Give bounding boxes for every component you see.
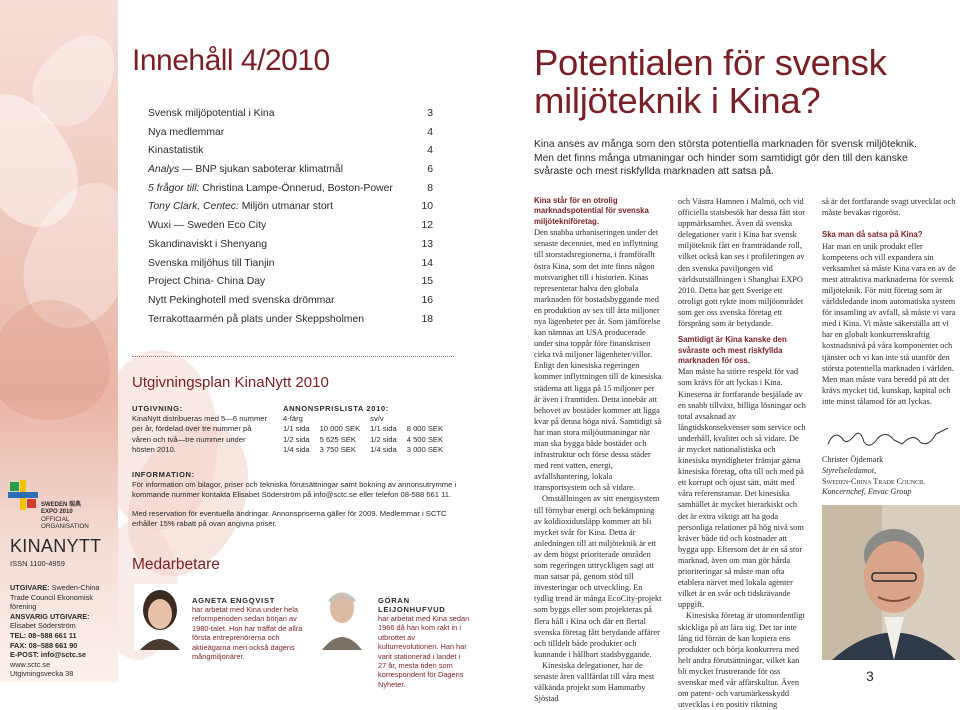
signer-role: Koncernchef, Envac Group [822, 487, 912, 497]
issn: ISSN 1100-4959 [10, 559, 65, 568]
toc-entry-text: — BNP sjukan saboterar klimatmål [179, 164, 343, 176]
toc-entry-page: 15 [421, 276, 433, 288]
price-cell [407, 414, 453, 424]
utgivning-label: UTGIVNING: [132, 404, 183, 413]
page-number: 3 [866, 668, 874, 684]
price-cell: 8 000 SEK [406, 424, 444, 434]
utgivning-text: KinaNytt distribueras med 5—6 nummer per år, fördelad över tre nummer på våren och två—tre nummer under hösten 2010. [132, 414, 268, 454]
price-cell: 1/1 sida [370, 424, 397, 434]
toc-entry-text: Christina Lampe-Önnerud, Boston-Power [199, 182, 393, 194]
toc-entry [148, 183, 433, 202]
signer-title: Styrelseledamot, [822, 465, 877, 475]
price-table [283, 414, 453, 455]
publisher-line-label: ANSVARIG UTGIVARE: [10, 611, 90, 621]
toc-entry-prefix: Analys [148, 164, 180, 176]
toc-entry [148, 258, 433, 277]
price-cell: 4-färg [283, 414, 303, 424]
signer-name: Christer Öjdemark [822, 455, 884, 464]
staff-title: Medarbetare [132, 556, 220, 573]
person-name: GÖRAN LEIJONHUFVUD [378, 596, 446, 614]
toc-entry [148, 108, 433, 127]
column-text: Kinesiska företag är utomordentligt skickliga på att lära sig. Det tar inte lång tid förrän de kan kopiera ens produkter och börja konkurrera med helt andra förutsättningar, vilket kan bli mycket frustrerande för oss svenskar med vår affärskultur. Även om patent- och varumärkesskydd utvecklas i en positiv riktning [678, 611, 805, 710]
article-column-3 [822, 196, 958, 407]
toc-entry-page: 14 [421, 257, 433, 269]
reservation-text: Med reservation för eventuella ändringar. Annonspriserna gäller för 2009. Medlemmar i SCTC erhåller 15% rabatt på ovan angivna priser. [132, 508, 447, 528]
publisher-line-label: E-POST: info@sctc.se [10, 650, 87, 660]
price-row [283, 424, 453, 434]
publisher-line [10, 650, 118, 660]
handwritten-signature [824, 424, 954, 454]
person-bio: har arbetat med Kina under hela reformperioden sedan början av 1980-talet. Hon har träffat de allra första entreprenörerna och aktieägarna men också dagens mångmiljonärer. [192, 605, 303, 662]
portrait-photo [822, 505, 960, 660]
price-list [283, 404, 463, 455]
price-cell: 3 750 SEK [319, 444, 356, 454]
toc-entry-text: Wuxi — Sweden Eco City [148, 220, 267, 232]
column-text: och Västra Hamnen i Malmö, och vid officiella statsbesök har dessa fått stor uppmärksamhet. Även då svenska delegationer varit i Kina har svensk miljöteknik fått en framträdande roll, vilket också kan ses i profileringen av den svenska paviljongen vid världsutställningen i Shanghai EXPO 2010. Detta har gett Sverige ett otroligt gott rykte inom miljöområdet som ger oss svenska företag ett försprång som är betydande. [678, 197, 806, 329]
plan-title: Utgivningsplan KinaNytt 2010 [132, 374, 329, 391]
signature-block [822, 455, 960, 498]
sweden-expo-logo [8, 478, 112, 530]
toc-entry-text: Nya medlemmar [148, 126, 225, 138]
publisher-line-label: TEL: 08–588 661 11 [10, 630, 77, 640]
photo-agneta [134, 584, 186, 650]
publisher-line [10, 669, 118, 679]
toc-entry [148, 276, 433, 295]
toc-title: Innehåll 4/2010 [132, 44, 330, 77]
toc-entry-title [148, 127, 224, 146]
toc-entry-page: 4 [427, 145, 433, 157]
column-text: Man måste ha större respekt för vad som krävs för att lyckas i Kina. Kineserna är fortfarande besjälade av en snabb tillväxt, billiga lösningar och total avsaknad av långtidskonsekvenser som service och underhåll, kvalitet och så vidare. De är mycket nationalistiska och kinesiska myndigheter främjar gärna kinesiska företag, ofta till och med på ett korrupt och ojust sätt, mätt med våra referensramar. Det kinesiska samhället är mycket hierarkiskt och det är extra viktigt att ha goda personliga relationer på hög nivå som kräver både tid och kostnader att bygga upp. Eftersom det är en så stor marknad, även om man gör hårda prioriteringar så måste man ofta etablera närvet med lokala agenter vilket är en svår och tidskrävande uppgift. [678, 367, 806, 610]
column-text: så är det fortfarande svagt utvecklat och måste bevakas rigoröst. [822, 197, 956, 218]
price-cell: 1/4 sida [370, 444, 397, 454]
toc-entry-title [148, 201, 333, 220]
article-column-1 [534, 196, 662, 704]
person-bio: har arbetat med Kina sedan 1966 då han kom rakt in i utbrottet av kulturrevolutionen. Han har varit stationerad i landet i 27 år, mesta tiden som korrespondent för Dagens Nyheter. [378, 614, 470, 689]
toc-entry-page: 6 [427, 164, 433, 176]
signer-org: Sweden-China Trade Council [822, 476, 925, 486]
article-title: Potentialen för svensk miljöteknik i Kina? [534, 42, 887, 121]
toc-entry-page: 12 [421, 220, 433, 232]
price-cell: 1/1 sida [283, 424, 310, 434]
column-text: Har man en unik produkt eller kompetens och vill expandera sin verksamhet så måste Kina vara en av de mest attraktiva marknaderna för svensk miljöteknik. För mitt företag som är världsledande inom automatiska system för insamling av avfall, så måste vi vara med i Kina. Vi måste säkerställa att vi har en globalt konkurrenskraftig kostnadsnivå på våra komponenter och tjänster och vi kan inte stå utanför den största potentiella marknaden i världen. Men man måste vara beredd på att det krävs mycket tid, kunskap, kapital och inte minst tålamod för att lyckas. [822, 241, 956, 406]
price-cell: 4 500 SEK [406, 434, 444, 444]
toc-entry-title [148, 108, 274, 127]
toc-entry-page: 13 [421, 238, 433, 250]
information-text: För information om bilagor, priser och tekniska förutsättningar samt bokning av annonsutrymme i kommande nummer kontakta Elisabet Söderström på info@sctc.se eller telefon 08-588 661 11. [132, 480, 457, 500]
toc-entry-title [148, 258, 274, 277]
logo-line-3: OFFICIAL ORGANISATION [41, 516, 89, 530]
toc-entry [148, 220, 433, 239]
person-name: AGNETA ENGQVIST [192, 596, 276, 605]
publisher-line-label: FAX: 08–588 661 90 [10, 640, 78, 650]
publisher-info [10, 583, 118, 679]
price-cell [320, 414, 371, 424]
toc-entry [148, 127, 433, 146]
table-of-contents [148, 108, 433, 332]
toc-entry-title [148, 164, 343, 183]
toc-entry-page: 3 [427, 108, 433, 119]
toc-entry-title [148, 295, 335, 314]
toc-entry-title [148, 183, 393, 202]
price-list-label: ANNONSPRISLISTA 2010: [283, 404, 389, 413]
publisher-line [10, 641, 118, 651]
publisher-line-text: Utgivningsvecka 38 [10, 669, 74, 679]
publisher-line [10, 631, 118, 641]
column-text: Omställningen av sitt energisystem till förnybar energi och bekämpning av koldioxidutsläpp kommer att bli mycket svår för Kina. Detta är anledningen till att miljöteknik är ett av dem högst prioriterade områden som regeringen uttryckligen sagt att man satsar på, genom stöd till investeringar och utveckling. En tydlig trend är många EcoCity-projekt som byggs eller som projekteras på flera håll i Kina och där ett flertal svenska företag fått betydande affärer och tilldelt både produkter och kunnande i hållbart stadsbyggande. [534, 494, 662, 659]
price-cell: 5 625 SEK [319, 434, 356, 444]
toc-entry-prefix: Tony Clark, Centec: [148, 201, 239, 213]
publisher-line [10, 612, 118, 622]
toc-entry-text: Miljön utmanar stort [238, 201, 333, 213]
price-row [283, 414, 453, 424]
utgivning-block [132, 404, 270, 455]
toc-entry [148, 239, 433, 258]
toc-entry [148, 295, 433, 314]
toc-entry [148, 201, 433, 220]
publisher-line [10, 583, 118, 612]
publisher-line-text: Elisabet Söderström [10, 621, 76, 631]
column-heading: Kina står för en otrolig marknadspotential för svenska miljötekniföretag. [534, 196, 649, 226]
toc-entry-page: 18 [421, 313, 433, 325]
toc-entry [148, 314, 433, 333]
toc-entry-title [148, 239, 267, 258]
divider [132, 356, 454, 357]
column-text: Den snabba urbaniseringen under det senaste decenniet, med en inflyttning till storstadsregionerna, i framförallt östra Kina, som det inte finns någon motsvarighet till i historien. Kinas representerar halva den globala marknaden för bostadsbyggande med en produktion av sex till åtta miljoner nya lägenheter per år. Som jämförelse kan nämnas att USA producerade under sina toppår före finanskrisen cirka två miljoner lägenheter/villor. Enligt den kinesiska regeringen kommer inflyttningen till de kinesiska städerna att ligga på 15 miljoner per år även i framtiden. Detta innebär att behovet av bostäder kommer att ligga kvar på denna höga nivå. Samtidigt så har man stora miljöutmaningar när man ska bygga både bostäder och infrastruktur och förse dessa städer med rent vatten, energi, avfallshantering, lokala transportsystem och så vidare. [534, 228, 662, 493]
price-cell: 1/2 sida [370, 434, 397, 444]
price-cell: 3 000 SEK [406, 444, 444, 454]
staff-agneta [192, 596, 304, 661]
information-block [132, 470, 462, 529]
staff-goran [378, 596, 470, 689]
publisher-line [10, 660, 118, 670]
toc-entry-text: Nytt Pekinghotell med svenska drömmar [148, 294, 335, 306]
column-heading: Samtidigt är Kina kanske den svåraste och mest riskfyllda marknaden för oss. [678, 335, 787, 365]
toc-entry [148, 145, 433, 164]
price-cell: sv/v [370, 414, 384, 424]
logo-line-1: SWEDEN 瑞典 [41, 502, 82, 508]
toc-entry-page: 16 [421, 294, 433, 306]
toc-entry-page: 4 [427, 126, 433, 138]
toc-entry-text: Svenska miljöhus till Tianjin [148, 257, 275, 269]
publisher-line-text: Sweden-China Trade Council Ekonomisk förening [10, 583, 100, 612]
masthead [10, 536, 101, 568]
column-text: Kinesiska delegationer, har de senaste åren vallfärdat till våra mest välkända projekt som Hammarby Sjöstad [534, 660, 655, 704]
toc-entry-text: Terrakottaarmén på plats under Skeppsholmen [148, 313, 365, 325]
toc-entry-prefix: 5 frågor till: [148, 182, 200, 194]
toc-entry-title [148, 220, 266, 239]
toc-entry-title [148, 276, 265, 295]
toc-entry-text: Svensk miljöpotential i Kina [148, 108, 275, 119]
information-label: INFORMATION: [132, 470, 195, 479]
article-lead: Kina anses av många som den största potentiella marknaden för svensk miljöteknik. Men det finns många utmaningar och hinder som samtidigt gör den till den kanske svåraste och mest riskfyllda marknaden att satsa på. [534, 139, 917, 178]
publisher-line [10, 621, 118, 631]
toc-entry-text: Skandinaviskt i Shenyang [148, 238, 267, 250]
toc-entry-page: 8 [427, 182, 433, 194]
toc-entry-title [148, 145, 203, 164]
toc-entry-title [148, 314, 364, 333]
toc-entry-text: Project China- China Day [148, 276, 266, 288]
price-cell: 10 000 SEK [319, 424, 361, 434]
photo-goran [318, 584, 366, 650]
logo-line-2: EXPO 2010 [41, 509, 73, 515]
price-row [283, 445, 453, 455]
lotus-side-panel [0, 0, 118, 682]
publisher-line-text: www.sctc.se [10, 659, 51, 669]
magazine-name: KINANYTT [10, 536, 102, 556]
price-cell: 1/2 sida [283, 434, 310, 444]
price-row [283, 435, 453, 445]
article-column-2 [678, 196, 806, 710]
publisher-line-label: UTGIVARE: [10, 583, 50, 592]
column-heading: Ska man då satsa på Kina? [822, 230, 923, 240]
toc-entry-page: 10 [421, 201, 433, 213]
toc-entry [148, 164, 433, 183]
toc-entry-text: Kinastatistik [148, 145, 204, 157]
price-cell: 1/4 sida [283, 444, 310, 454]
